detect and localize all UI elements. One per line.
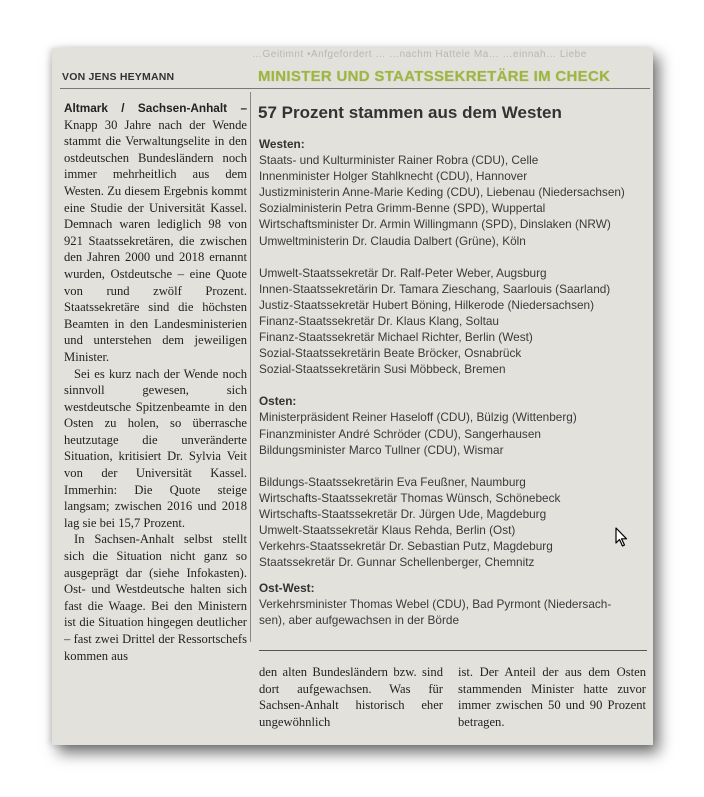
list-item: Wirtschafts-Staatssekretär Dr. Jürgen Ude, Magdeburg — [259, 506, 547, 521]
list-item: Finanz-Staatssekretär Michael Richter, Berlin (West) — [259, 330, 533, 345]
top-rule — [60, 88, 650, 89]
paragraph-text: Knapp 30 Jahre nach der Wende stammt die Verwaltungselite in den ostdeutschen Bundesländern noch immer mehrheitlich aus dem Westen. Zu diesem Ergebnis kommt eine Studie der Universität Kassel. Demnach waren lediglich 98 von 921 Staatssekretären, die zwischen den Jahren 2000 und 2018 ernannt wurden, Ostdeutsche – eine Quote von rund zwölf Prozent. Staatssekretäre sind die höchsten Beamten in den Landesministerien und unterstehen dem jeweiligen Minister. — [64, 117, 247, 364]
article-paragraph: Sei es kurz nach der Wende noch sinnvoll gewesen, sich westdeutsche Spitzenbeamte in den Osten zu holen, so überrasche heutzutage die unveränderte Situation, kritisiert Dr. Sylvia Veit von der Universität Kassel. Immerhin: Die Quote steige langsam; zwischen 2016 und 2018 lag sie bei 15,7 Prozent. — [64, 366, 247, 530]
author-byline: VON JENS HEYMANN — [62, 71, 175, 83]
list-ostwest — [259, 596, 647, 628]
list-item: Umweltministerin Dr. Claudia Dalbert (Grüne), Köln — [259, 233, 526, 248]
bleed-through-text: …Geitimnt •Anfgefordert … …nachm Hattele Ma… …einnah… Liebe — [252, 49, 587, 60]
list-item: Ministerpräsident Reiner Haseloff (CDU), Bülzig (Wittenberg) — [259, 410, 577, 425]
article-paragraph — [64, 100, 247, 366]
list-item: Innenminister Holger Stahlknecht (CDU), Hannover — [259, 169, 528, 184]
list-item: Staatssekretär Dr. Gunnar Schellenberger, Chemnitz — [259, 555, 535, 570]
infobox-bottom-rule — [259, 650, 647, 651]
dateline: Altmark / Sachsen-Anhalt – — [64, 101, 247, 115]
list-east-secretaries — [259, 474, 647, 571]
list-item: Finanz-Staatssekretär Dr. Klaus Klang, Soltau — [259, 313, 499, 328]
list-item: Finanzminister André Schröder (CDU), Sangerhausen — [259, 426, 541, 441]
list-west-ministers — [259, 152, 647, 249]
list-item: Bildungsminister Marco Tullner (CDU), Wismar — [259, 442, 504, 457]
article-continuation-1: den alten Bundesländern bzw. sind dort aufgewachsen. Was für Sachsen-Anhalt historisch eher ungewöhnlich — [259, 665, 443, 729]
article-continuation-2: ist. Der Anteil der aus dem Osten stammenden Minister hatte zuvor immer zwischen 50 und 90 Prozent betragen. — [458, 665, 646, 729]
list-item: Sozial-Staatssekretärin Beate Bröcker, Osnabrück — [259, 346, 522, 361]
list-east-ministers — [259, 409, 647, 457]
infobox-kicker: MINISTER UND STAATSSEKRETÄRE IM CHECK — [258, 68, 611, 85]
list-item: Wirtschafts-Staatssekretär Thomas Wünsch, Schönebeck — [259, 490, 561, 505]
list-item: Justizministerin Anne-Marie Keding (CDU), Liebenau (Niedersachsen) — [259, 185, 625, 200]
mouse-pointer-icon — [615, 527, 629, 547]
list-item: Verkehrs-Staatssekretär Dr. Sebastian Putz, Magdeburg — [259, 539, 553, 554]
list-item: Bildungs-Staatssekretärin Eva Feußner, Naumburg — [259, 474, 526, 489]
list-item: Staats- und Kulturminister Rainer Robra (CDU), Celle — [259, 153, 539, 168]
list-item: Sozialministerin Petra Grimm-Benne (SPD), Wuppertal — [259, 201, 546, 216]
column-rule — [250, 92, 251, 642]
list-item: Wirtschaftsminister Dr. Armin Willingmann (SPD), Dinslaken (NRW) — [259, 217, 611, 232]
section-heading-east: Osten: — [259, 394, 297, 409]
infobox — [259, 136, 647, 629]
infobox-headline: 57 Prozent stammen aus dem Westen — [258, 103, 562, 122]
list-west-secretaries — [259, 265, 647, 378]
list-item: Innen-Staatssekretärin Dr. Tamara Zieschang, Saarlouis (Saarland) — [259, 281, 611, 296]
article-column — [64, 100, 247, 664]
list-item: Verkehrsminister Thomas Webel (CDU), Bad Pyrmont (Niedersach- — [259, 597, 612, 612]
section-heading-ostwest: Ost-West: — [259, 581, 315, 596]
list-item: Sozial-Staatssekretärin Susi Möbbeck, Bremen — [259, 362, 506, 377]
list-item: Umwelt-Staatssekretär Klaus Rehda, Berlin (Ost) — [259, 522, 516, 537]
list-item: Justiz-Staatssekretär Hubert Böning, Hilkerode (Niedersachsen) — [259, 297, 595, 312]
list-item: Umwelt-Staatssekretär Dr. Ralf-Peter Weber, Augsburg — [259, 265, 547, 280]
article-paragraph: In Sachsen-Anhalt selbst stellt sich die Situation nicht ganz so ausgeprägt dar (siehe Infokasten). Ost- und Westdeutsche halten sich fast die Waage. Bei den Ministern ist die Situation hingegen deutlicher – fast zwei Drittel der Ressortschefs kommen aus — [64, 532, 247, 663]
list-item: sen), aber aufgewachsen in der Börde — [259, 613, 460, 628]
section-heading-west: Westen: — [259, 137, 305, 151]
newspaper-clipping — [52, 48, 653, 745]
